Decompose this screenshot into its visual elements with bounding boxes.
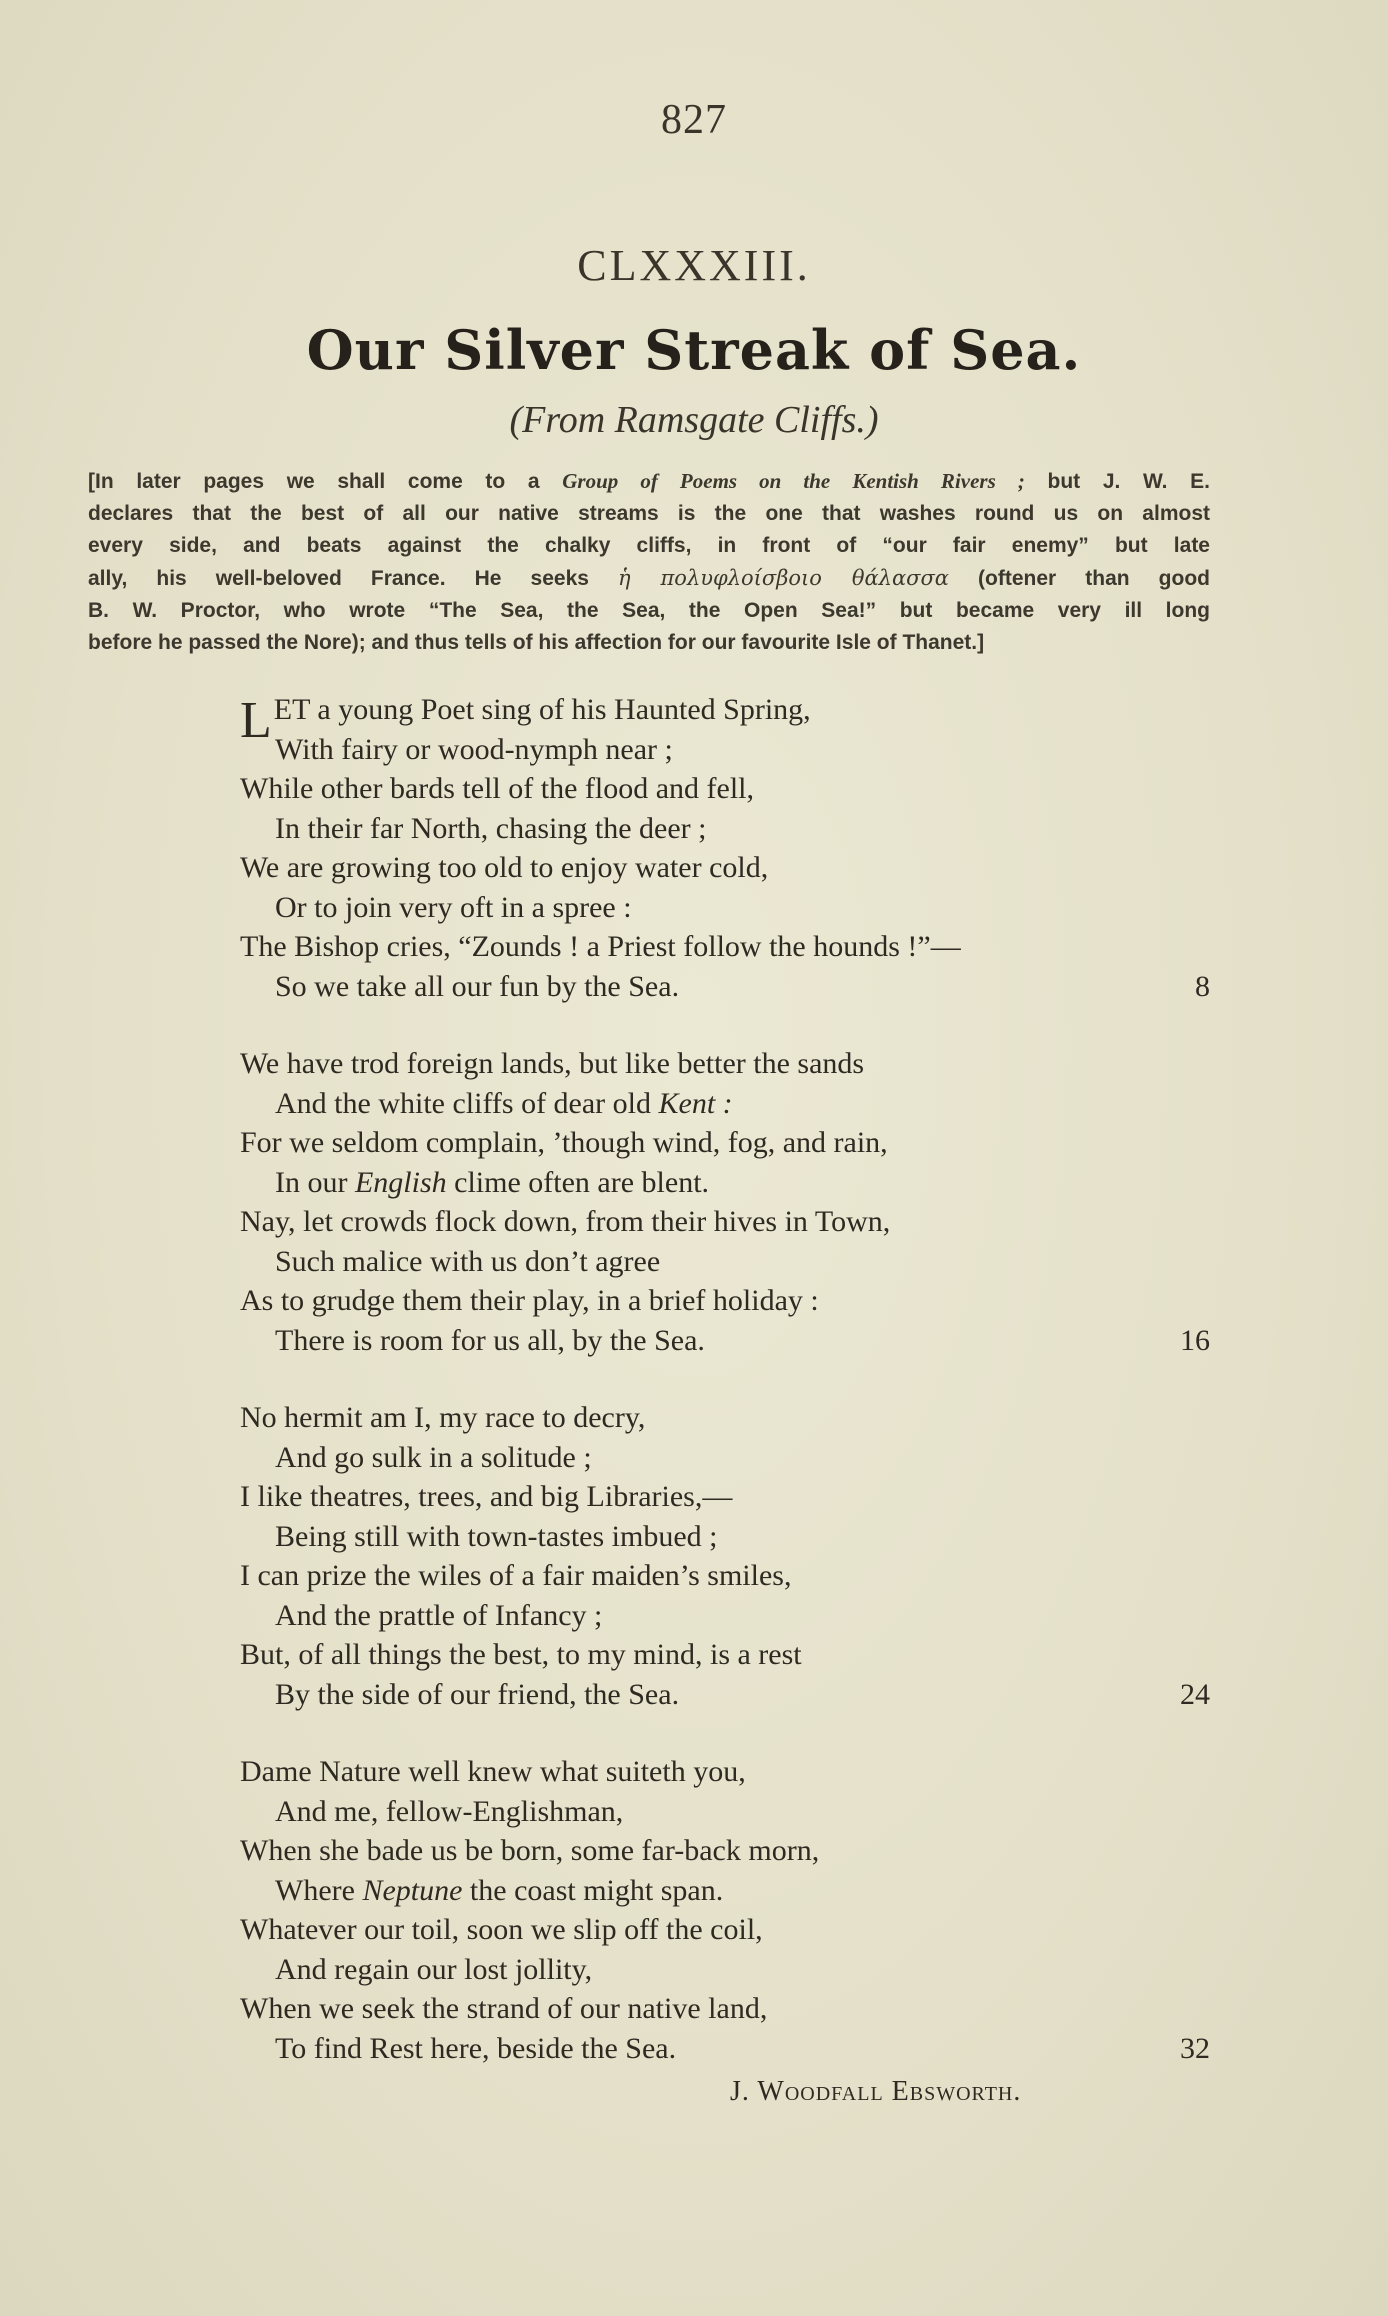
stanza-4: [240, 1752, 1210, 2068]
verse-line: As to grudge them their play, in a brief holiday :: [240, 1284, 819, 1317]
verse-line: LET a young Poet sing of his Haunted Spring,: [240, 692, 811, 749]
line-number: 8: [1195, 969, 1210, 1003]
verse-line: We have trod foreign lands, but like better the sands: [240, 1047, 865, 1080]
page-number: 827: [661, 97, 727, 143]
verse-line: Whatever our toil, soon we slip off the coil,: [240, 1913, 763, 1946]
verse-line: In their far North, chasing the deer ;: [275, 811, 707, 845]
verse-line: And the white cliffs of dear old Kent :: [275, 1086, 733, 1120]
poem-body: [240, 690, 1210, 2111]
verse-line: So we take all our fun by the Sea. 8: [240, 967, 1210, 1007]
verse-line: Or to join very oft in a spree :: [275, 890, 632, 924]
verse-line: By the side of our friend, the Sea. 24: [240, 1675, 1210, 1715]
verse-line: There is room for us all, by the Sea. 16: [240, 1321, 1210, 1361]
line-number: 16: [1180, 1323, 1210, 1357]
verse-line: I can prize the wiles of a fair maiden’s smiles,: [240, 1559, 792, 1592]
verse-line: We are growing too old to enjoy water cold,: [240, 851, 769, 884]
verse-line: With fairy or wood-nymph near ;: [275, 732, 673, 766]
verse-line: To find Rest here, beside the Sea. 32: [240, 2029, 1210, 2069]
verse-line: Such malice with us don’t agree: [275, 1244, 661, 1278]
line-number: 32: [1180, 2031, 1210, 2065]
stanza-1: [240, 690, 1210, 1006]
verse-line: When we seek the strand of our native land,: [240, 1992, 768, 2025]
verse-line: The Bishop cries, “Zounds ! a Priest follow the hounds !”—: [240, 930, 961, 963]
stanza-2: [240, 1044, 1210, 1360]
note-line: before he passed the Nore); and thus tells of his affection for our favourite Isle of Thanet.]: [88, 631, 985, 654]
drop-cap: L: [240, 692, 272, 749]
author-signature: J. Woodfall Ebsworth.: [730, 2076, 1022, 2107]
stanza-3: [240, 1398, 1210, 1714]
verse-line: Nay, let crowds flock down, from their hives in Town,: [240, 1205, 891, 1238]
verse-line: And regain our lost jollity,: [275, 1952, 593, 1986]
verse-line: Where Neptune the coast might span.: [275, 1873, 724, 1907]
note-line: B. W. Proctor, who wrote “The Sea, the Sea, the Open Sea!” but became very ill long: [88, 599, 1210, 622]
verse-line: And me, fellow-Englishman,: [275, 1794, 624, 1828]
verse-line: But, of all things the best, to my mind, is a rest: [240, 1638, 802, 1671]
line-number: 24: [1180, 1677, 1210, 1711]
verse-line: No hermit am I, my race to decry,: [240, 1401, 646, 1434]
poem-subtitle: (From Ramsgate Cliffs.): [509, 399, 879, 441]
poem-title: Our Silver Streak of Sea.: [306, 318, 1082, 382]
note-line: declares that the best of all our native streams is the one that washes round us on almost: [88, 502, 1210, 525]
verse-line: And go sulk in a solitude ;: [275, 1440, 592, 1474]
poem-numeral: CLXXXIII.: [577, 241, 811, 290]
note-line: ally, his well-beloved France. He seeks ἡ πολυφλοίσβοιο θάλασσα (oftener than good: [88, 566, 1210, 590]
verse-line: And the prattle of Infancy ;: [275, 1598, 603, 1632]
note-line: [In later pages we shall come to a Group of Poems on the Kentish Rivers ; but J. W. E.: [88, 469, 1211, 493]
verse-line: For we seldom complain, ’though wind, fog, and rain,: [240, 1126, 888, 1159]
verse-line: In our English clime often are blent.: [275, 1165, 710, 1199]
editorial-note: [88, 465, 1210, 659]
verse-line: Dame Nature well knew what suiteth you,: [240, 1755, 746, 1788]
verse-line: When she bade us be born, some far-back morn,: [240, 1834, 820, 1867]
verse-line: I like theatres, trees, and big Libraries,—: [240, 1480, 733, 1513]
note-line: every side, and beats against the chalky cliffs, in front of “our fair enemy” but late: [88, 534, 1210, 557]
greek-quotation: ἡ πολυφλοίσβοιο θάλασσα: [618, 566, 949, 590]
verse-line: Being still with town-tastes imbued ;: [275, 1519, 718, 1553]
verse-line: While other bards tell of the flood and fell,: [240, 772, 754, 805]
